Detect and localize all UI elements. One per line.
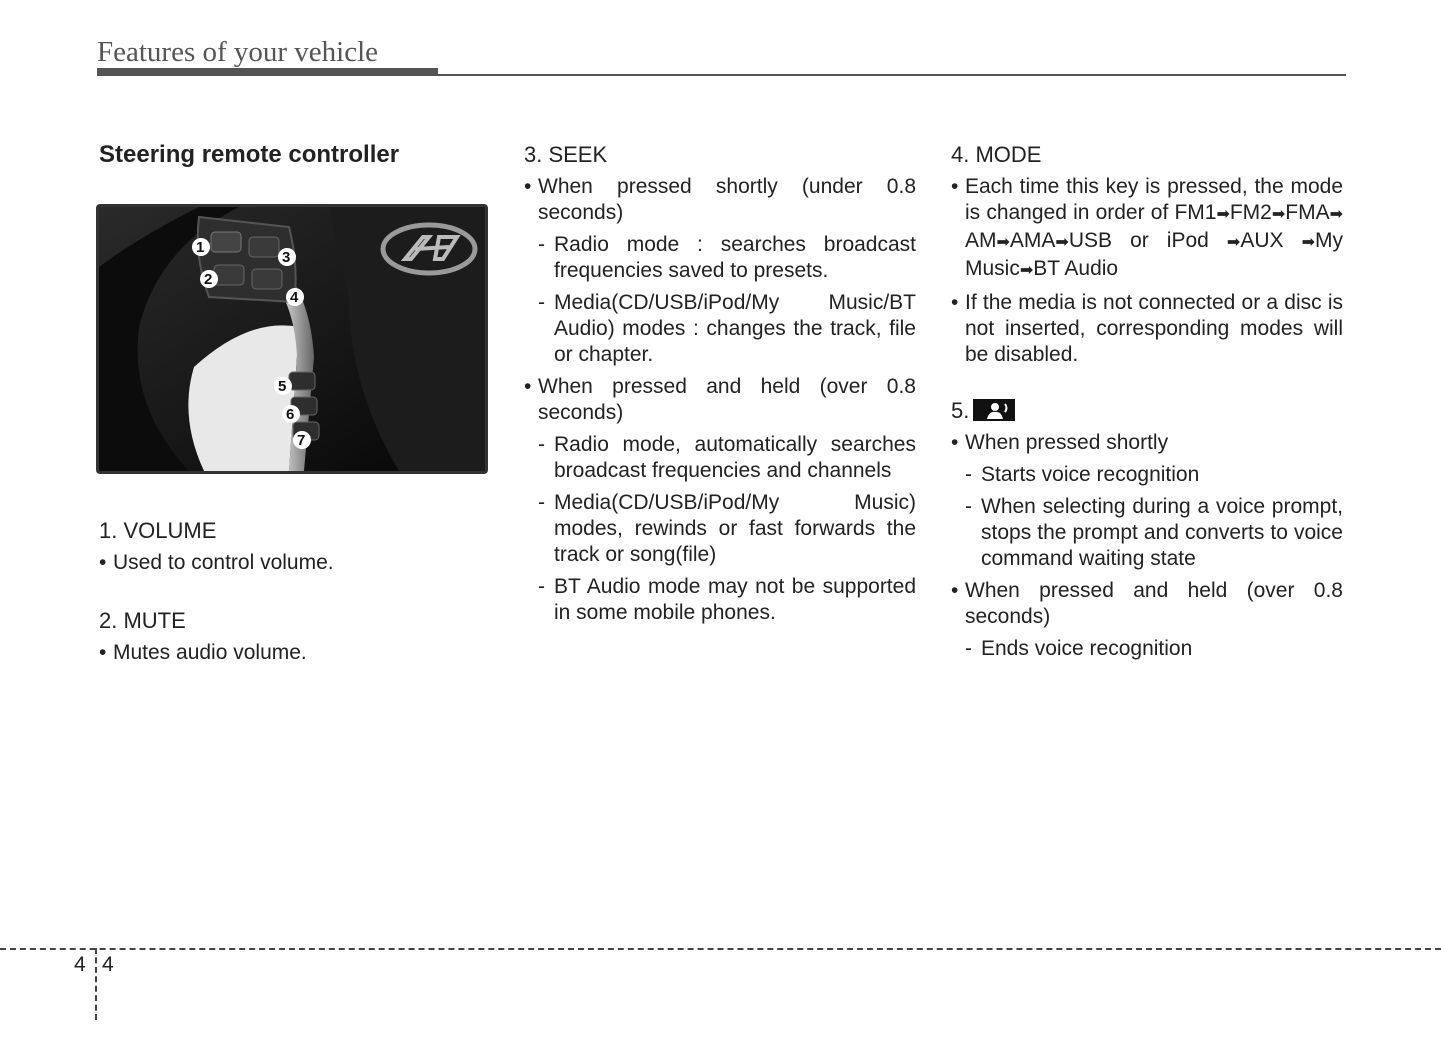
voice-bullet-short: • When pressed shortly <box>951 430 1343 456</box>
arrow-icon: ➡ <box>1216 206 1230 223</box>
seek-bullet-held: • When pressed and held (over 0.8 seconds) <box>524 374 916 426</box>
arrow-icon: ➡ <box>1301 234 1315 251</box>
seek-title: 3. SEEK <box>524 142 608 167</box>
mode-usb: USB or iPod <box>1068 229 1209 252</box>
steering-wheel-image <box>99 207 485 471</box>
mode-fm2: FM2 <box>1229 201 1272 224</box>
section-title: Steering remote controller <box>99 141 400 168</box>
column-mode-voice <box>951 142 1343 662</box>
callout-1: 1 <box>196 239 205 256</box>
voice-sub-start: - Starts voice recognition <box>951 462 1343 488</box>
seek-sub-media: - Media(CD/USB/iPod/My Music/BT Audio) modes : changes the track, file or chapter. <box>524 290 916 368</box>
seek-sub-radio-held: - Radio mode, automatically searches broadcast frequencies and channels <box>524 432 916 484</box>
voice-recognition-icon <box>973 399 1015 421</box>
callout-7: 7 <box>297 432 306 449</box>
mode-bullet-disabled: • If the media is not connected or a disc is not inserted, corresponding modes will be disabled. <box>951 290 1343 368</box>
voice-title <box>951 398 1343 424</box>
arrow-icon: ➡ <box>1329 206 1343 223</box>
steering-wheel-figure <box>96 204 488 474</box>
mode-btaudio: BT Audio <box>1033 257 1119 280</box>
voice-sub-prompt: - When selecting during a voice prompt, stops the prompt and converts to voice command waiting state <box>951 494 1343 572</box>
mode-bullet-sequence <box>951 174 1343 284</box>
mute-bullet: • Mutes audio volume. <box>99 640 494 666</box>
mode-fma: FMA <box>1285 201 1330 224</box>
callout-4: 4 <box>290 289 299 306</box>
mode-ama: AMA <box>1009 229 1056 252</box>
column-steering <box>99 142 494 168</box>
mode-am: AM <box>965 229 997 252</box>
mode-mymusic: My Music <box>965 229 1343 280</box>
callout-5: 5 <box>278 378 287 395</box>
volume-title: 1. VOLUME <box>99 518 217 543</box>
voice-title-number: 5. <box>951 398 970 423</box>
header-title: Features of your vehicle <box>97 36 379 68</box>
column-seek <box>524 142 916 626</box>
footer-rule <box>0 948 1441 950</box>
header-rule-thin <box>438 74 1346 76</box>
seek-sub-bt: - BT Audio mode may not be supported in some mobile phones. <box>524 574 916 626</box>
mute-title: 2. MUTE <box>99 608 186 633</box>
mode-fm1: FM1 <box>1174 201 1217 224</box>
arrow-icon: ➡ <box>1055 234 1069 251</box>
mode-aux: AUX <box>1240 229 1284 252</box>
footer-divider <box>95 948 97 1020</box>
mode-title: 4. MODE <box>951 142 1042 167</box>
chapter-number: 4 <box>74 953 86 976</box>
voice-sub-end: - Ends voice recognition <box>951 636 1343 662</box>
arrow-icon: ➡ <box>1271 206 1286 223</box>
callout-6: 6 <box>286 406 295 423</box>
seek-sub-media-held: - Media(CD/USB/iPod/My Music) modes, rewinds or fast forwards the track or song(file) <box>524 490 916 568</box>
header-rule-thick <box>97 68 438 76</box>
mode-sequence-intro: Each time this key is pressed, the mode is changed in order of <box>965 175 1343 224</box>
arrow-icon: ➡ <box>1019 262 1034 279</box>
arrow-icon: ➡ <box>996 234 1010 251</box>
volume-mute-section <box>99 518 494 666</box>
page-number: 4 <box>102 953 114 976</box>
arrow-icon: ➡ <box>1226 234 1241 251</box>
callout-2: 2 <box>204 271 213 288</box>
voice-bullet-held: • When pressed and held (over 0.8 seconds) <box>951 578 1343 630</box>
volume-bullet: • Used to control volume. <box>99 550 494 576</box>
callout-3: 3 <box>282 249 291 266</box>
seek-bullet-short: • When pressed shortly (under 0.8 seconds) <box>524 174 916 226</box>
seek-sub-radio: - Radio mode : searches broadcast frequencies saved to presets. <box>524 232 916 284</box>
